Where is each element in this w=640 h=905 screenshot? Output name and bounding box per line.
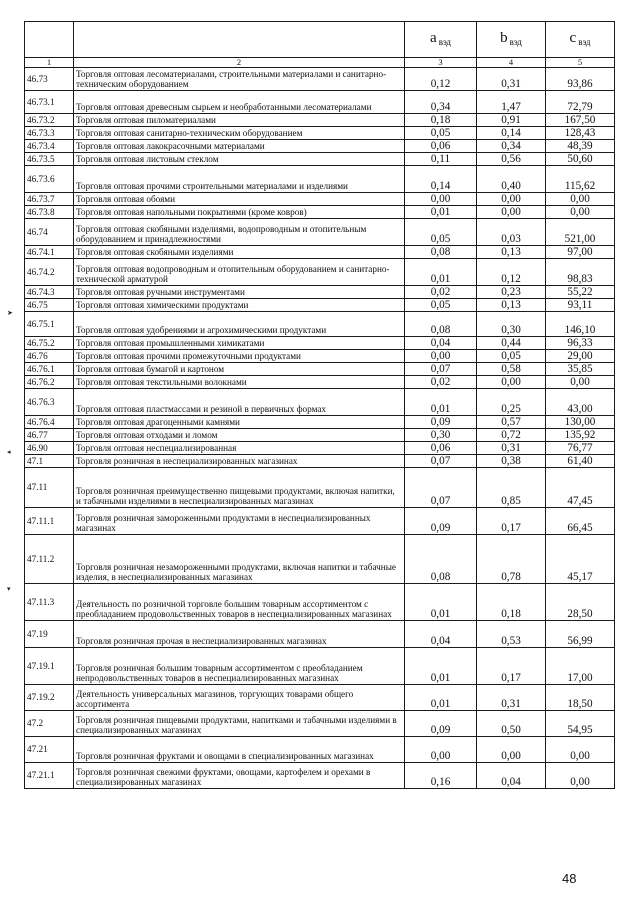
row-value-c: 47,45 [546, 468, 615, 508]
row-value-c: 66,45 [546, 508, 615, 535]
row-value-b: 0,31 [477, 68, 546, 91]
row-value-b: 0,00 [477, 376, 546, 389]
header-b-sub: вэд [509, 36, 522, 47]
row-name: Торговля оптовая бумагой и картоном [74, 363, 405, 376]
table-row [25, 246, 615, 259]
table-row [25, 389, 615, 416]
row-code: 46.73.4 [25, 140, 74, 153]
row-value-b: 0,18 [477, 584, 546, 621]
row-value-b: 0,00 [477, 206, 546, 219]
table-row [25, 166, 615, 193]
row-value-b: 0,17 [477, 508, 546, 535]
row-name: Торговля оптовая прочими строительными материалами и изделиями [74, 166, 405, 193]
table-row [25, 153, 615, 166]
table-row [25, 584, 615, 621]
table-row [25, 685, 615, 711]
row-name: Торговля оптовая лесоматериалами, строительными материалами и санитарно-техническим оборудованием [74, 68, 405, 91]
row-value-b: 0,25 [477, 389, 546, 416]
row-name: Торговля оптовая текстильными волокнами [74, 376, 405, 389]
table-row [25, 140, 615, 153]
row-value-a: 0,01 [405, 206, 477, 219]
row-name: Торговля оптовая лакокрасочными материалами [74, 140, 405, 153]
row-value-c: 0,00 [546, 206, 615, 219]
row-value-b: 0,40 [477, 166, 546, 193]
row-value-a: 0,08 [405, 535, 477, 584]
row-name: Торговля розничная пищевыми продуктами, напитками и табачными изделиями в специализированных магазинах [74, 711, 405, 737]
row-code: 46.74.2 [25, 259, 74, 286]
row-value-c: 17,00 [546, 648, 615, 685]
row-name: Деятельность по розничной торговле большим товарным ассортиментом с преобладанием продовольственных товаров в неспециализированных магазинах [74, 584, 405, 621]
row-value-b: 0,85 [477, 468, 546, 508]
row-name: Торговля розничная преимущественно пищевыми продуктами, включая напитки, и табачными изделиями в неспециализированных магазинах [74, 468, 405, 508]
row-name: Торговля оптовая прочими промежуточными продуктами [74, 350, 405, 363]
table-row [25, 429, 615, 442]
row-value-a: 0,09 [405, 416, 477, 429]
row-name: Торговля оптовая химическими продуктами [74, 299, 405, 312]
row-value-b: 0,44 [477, 337, 546, 350]
row-value-a: 0,08 [405, 312, 477, 337]
header-c-letter: c [569, 29, 577, 46]
row-name: Торговля оптовая древесным сырьем и необработанными лесоматериалами [74, 91, 405, 114]
row-value-c: 130,00 [546, 416, 615, 429]
row-value-c: 0,00 [546, 763, 615, 789]
row-code: 47.2 [25, 711, 74, 737]
header-c-sub: вэд [578, 36, 591, 47]
row-value-b: 0,91 [477, 114, 546, 127]
row-value-a: 0,05 [405, 299, 477, 312]
column-number-3: 3 [405, 58, 477, 68]
row-code: 46.74.1 [25, 246, 74, 259]
row-name: Торговля оптовая пиломатериалами [74, 114, 405, 127]
row-name: Торговля оптовая драгоценными камнями [74, 416, 405, 429]
row-code: 47.1 [25, 455, 74, 468]
row-code: 46.76 [25, 350, 74, 363]
row-value-a: 0,07 [405, 468, 477, 508]
row-value-b: 1,47 [477, 91, 546, 114]
row-value-a: 0,12 [405, 68, 477, 91]
header-a-letter: a [430, 29, 437, 46]
row-code: 46.74 [25, 219, 74, 246]
table-row [25, 219, 615, 246]
table-row [25, 350, 615, 363]
header-code-cell [25, 22, 74, 58]
row-value-c: 115,62 [546, 166, 615, 193]
row-value-c: 48,39 [546, 140, 615, 153]
row-value-a: 0,08 [405, 246, 477, 259]
row-value-c: 93,11 [546, 299, 615, 312]
row-value-c: 146,10 [546, 312, 615, 337]
row-value-c: 56,99 [546, 621, 615, 648]
header-b-cell [477, 22, 546, 58]
row-value-a: 0,05 [405, 127, 477, 140]
row-value-c: 96,33 [546, 337, 615, 350]
row-code: 46.75.1 [25, 312, 74, 337]
row-value-c: 18,50 [546, 685, 615, 711]
row-code: 46.75.2 [25, 337, 74, 350]
row-code: 47.21 [25, 737, 74, 763]
row-name: Торговля оптовая промышленными химикатами [74, 337, 405, 350]
row-name: Торговля оптовая скобяными изделиями [74, 246, 405, 259]
table-row [25, 648, 615, 685]
row-value-b: 0,78 [477, 535, 546, 584]
row-value-a: 0,34 [405, 91, 477, 114]
row-value-a: 0,01 [405, 584, 477, 621]
table-row [25, 206, 615, 219]
row-value-b: 0,34 [477, 140, 546, 153]
row-value-a: 0,01 [405, 685, 477, 711]
row-code: 47.19.1 [25, 648, 74, 685]
row-value-a: 0,09 [405, 711, 477, 737]
row-value-c: 29,00 [546, 350, 615, 363]
row-name: Торговля розничная в неспециализированных магазинах [74, 455, 405, 468]
row-value-a: 0,18 [405, 114, 477, 127]
row-value-a: 0,04 [405, 621, 477, 648]
row-name: Торговля оптовая листовым стеклом [74, 153, 405, 166]
row-value-a: 0,11 [405, 153, 477, 166]
table-row [25, 621, 615, 648]
row-value-c: 0,00 [546, 376, 615, 389]
row-value-c: 54,95 [546, 711, 615, 737]
row-name: Торговля розничная замороженными продуктами в неспециализированных магазинах [74, 508, 405, 535]
row-value-a: 0,30 [405, 429, 477, 442]
row-value-a: 0,07 [405, 455, 477, 468]
row-value-b: 0,23 [477, 286, 546, 299]
row-value-b: 0,58 [477, 363, 546, 376]
table-row [25, 763, 615, 789]
scan-mark: ➤ [7, 309, 13, 317]
table-row [25, 337, 615, 350]
row-name: Торговля оптовая пластмассами и резиной в первичных формах [74, 389, 405, 416]
scan-mark: ◂ [7, 448, 11, 456]
row-value-a: 0,01 [405, 259, 477, 286]
row-code: 47.11.2 [25, 535, 74, 584]
table-row [25, 68, 615, 91]
column-number-4: 4 [477, 58, 546, 68]
row-name: Торговля оптовая ручными инструментами [74, 286, 405, 299]
header-a-cell [405, 22, 477, 58]
row-value-b: 0,13 [477, 299, 546, 312]
row-name: Торговля оптовая санитарно-техническим оборудованием [74, 127, 405, 140]
row-value-b: 0,30 [477, 312, 546, 337]
row-code: 46.73.2 [25, 114, 74, 127]
row-value-c: 55,22 [546, 286, 615, 299]
row-value-c: 61,40 [546, 455, 615, 468]
header-a-sub: вэд [438, 36, 451, 47]
table-row [25, 193, 615, 206]
row-value-b: 0,38 [477, 455, 546, 468]
row-name: Торговля оптовая скобяными изделиями, водопроводным и отопительным оборудованием и принадлежностями [74, 219, 405, 246]
row-value-b: 0,04 [477, 763, 546, 789]
row-value-b: 0,03 [477, 219, 546, 246]
page-number: 48 [562, 871, 577, 886]
table-row [25, 737, 615, 763]
row-name: Торговля оптовая водопроводным и отопительным оборудованием и санитарно-технической арматурой [74, 259, 405, 286]
row-value-b: 0,50 [477, 711, 546, 737]
row-value-b: 0,57 [477, 416, 546, 429]
column-number-2: 2 [74, 58, 405, 68]
row-value-c: 35,85 [546, 363, 615, 376]
row-value-c: 135,92 [546, 429, 615, 442]
header-name-cell [74, 22, 405, 58]
row-code: 46.75 [25, 299, 74, 312]
row-code: 46.73 [25, 68, 74, 91]
table-row [25, 508, 615, 535]
row-value-c: 0,00 [546, 193, 615, 206]
table-row [25, 91, 615, 114]
table-row [25, 299, 615, 312]
column-number-row [25, 58, 615, 68]
row-value-c: 97,00 [546, 246, 615, 259]
table-row [25, 468, 615, 508]
table-row [25, 711, 615, 737]
row-value-a: 0,06 [405, 442, 477, 455]
row-value-a: 0,05 [405, 219, 477, 246]
row-value-b: 0,00 [477, 193, 546, 206]
row-name: Торговля оптовая напольными покрытиями (кроме ковров) [74, 206, 405, 219]
header-row [25, 22, 615, 58]
row-name: Торговля розничная большим товарным ассортиментом с преобладанием непродовольственных товаров в неспециализированных магазинах [74, 648, 405, 685]
row-value-a: 0,09 [405, 508, 477, 535]
row-value-c: 43,00 [546, 389, 615, 416]
row-name: Деятельность универсальных магазинов, торгующих товарами общего ассортимента [74, 685, 405, 711]
row-value-b: 0,00 [477, 737, 546, 763]
row-code: 47.11.1 [25, 508, 74, 535]
row-name: Торговля оптовая удобрениями и агрохимическими продуктами [74, 312, 405, 337]
row-value-a: 0,00 [405, 737, 477, 763]
table-row [25, 376, 615, 389]
row-code: 47.11 [25, 468, 74, 508]
row-name: Торговля розничная свежими фруктами, овощами, картофелем и орехами в специализированных магазинах [74, 763, 405, 789]
row-value-b: 0,31 [477, 442, 546, 455]
row-code: 46.73.6 [25, 166, 74, 193]
row-code: 46.73.3 [25, 127, 74, 140]
row-code: 47.21.1 [25, 763, 74, 789]
table-row [25, 127, 615, 140]
coefficients-table [24, 21, 615, 789]
row-value-c: 28,50 [546, 584, 615, 621]
row-value-b: 0,53 [477, 621, 546, 648]
row-value-a: 0,00 [405, 350, 477, 363]
row-code: 46.76.3 [25, 389, 74, 416]
table-row [25, 363, 615, 376]
row-name: Торговля розничная прочая в неспециализированных магазинах [74, 621, 405, 648]
column-number-1: 1 [25, 58, 74, 68]
row-value-c: 98,83 [546, 259, 615, 286]
row-code: 46.77 [25, 429, 74, 442]
row-code: 46.74.3 [25, 286, 74, 299]
row-value-a: 0,14 [405, 166, 477, 193]
scan-mark: ▾ [7, 585, 11, 593]
row-code: 47.19.2 [25, 685, 74, 711]
table-row [25, 535, 615, 584]
row-value-c: 45,17 [546, 535, 615, 584]
row-value-b: 0,05 [477, 350, 546, 363]
row-value-c: 167,50 [546, 114, 615, 127]
row-value-a: 0,16 [405, 763, 477, 789]
row-name: Торговля оптовая обоями [74, 193, 405, 206]
row-value-b: 0,17 [477, 648, 546, 685]
row-value-c: 521,00 [546, 219, 615, 246]
table-row [25, 312, 615, 337]
row-code: 46.76.4 [25, 416, 74, 429]
table-row [25, 114, 615, 127]
table-row [25, 442, 615, 455]
row-code: 46.73.7 [25, 193, 74, 206]
row-code: 46.90 [25, 442, 74, 455]
row-code: 47.11.3 [25, 584, 74, 621]
table-row [25, 286, 615, 299]
row-value-c: 93,86 [546, 68, 615, 91]
row-value-a: 0,04 [405, 337, 477, 350]
row-value-c: 128,43 [546, 127, 615, 140]
row-value-a: 0,07 [405, 363, 477, 376]
row-value-c: 72,79 [546, 91, 615, 114]
row-code: 46.73.1 [25, 91, 74, 114]
row-value-a: 0,06 [405, 140, 477, 153]
row-code: 46.76.2 [25, 376, 74, 389]
table-row [25, 259, 615, 286]
row-name: Торговля оптовая неспециализированная [74, 442, 405, 455]
header-b-letter: b [500, 29, 508, 46]
row-value-b: 0,72 [477, 429, 546, 442]
row-value-a: 0,01 [405, 648, 477, 685]
row-value-b: 0,13 [477, 246, 546, 259]
row-value-a: 0,01 [405, 389, 477, 416]
row-code: 46.73.8 [25, 206, 74, 219]
row-value-a: 0,02 [405, 376, 477, 389]
row-value-a: 0,02 [405, 286, 477, 299]
row-value-b: 0,31 [477, 685, 546, 711]
row-value-b: 0,56 [477, 153, 546, 166]
row-value-a: 0,00 [405, 193, 477, 206]
header-c-cell [546, 22, 615, 58]
row-value-c: 0,00 [546, 737, 615, 763]
row-name: Торговля оптовая отходами и ломом [74, 429, 405, 442]
column-number-5: 5 [546, 58, 615, 68]
row-name: Торговля розничная фруктами и овощами в специализированных магазинах [74, 737, 405, 763]
table-row [25, 455, 615, 468]
row-value-c: 50,60 [546, 153, 615, 166]
table-row [25, 416, 615, 429]
row-value-b: 0,12 [477, 259, 546, 286]
row-code: 46.76.1 [25, 363, 74, 376]
row-code: 47.19 [25, 621, 74, 648]
row-name: Торговля розничная незамороженными продуктами, включая напитки и табачные изделия, в неспециализированных магазинах [74, 535, 405, 584]
row-value-b: 0,14 [477, 127, 546, 140]
row-code: 46.73.5 [25, 153, 74, 166]
row-value-c: 76,77 [546, 442, 615, 455]
